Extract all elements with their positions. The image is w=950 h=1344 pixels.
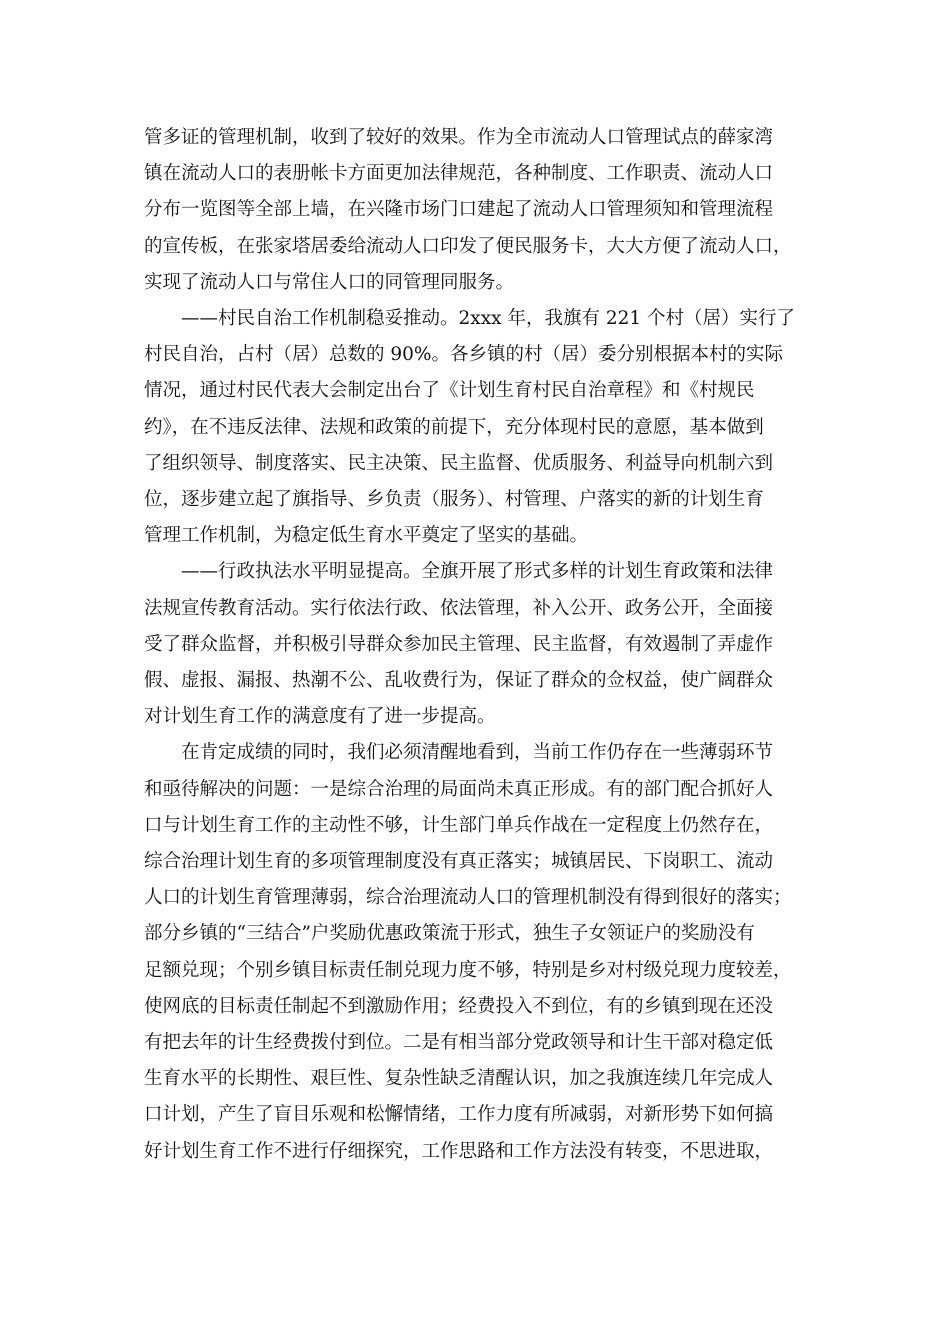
text-line: 了组织领导、制度落实、民主决策、民主监督、优质服务、利益导向机制六到 — [144, 452, 774, 474]
text-line: 使网底的目标责任制起不到激励作用；经费投入不到位，有的乡镇到现在还没 — [144, 995, 774, 1017]
text-line: 位，逐步建立起了旗指导、乡负责（服务）、村管理、户落实的新的计划生育 — [144, 489, 764, 510]
text-line: 受了群众监督，并积极引导群众参加民主管理、民主监督，有效遏制了弄虚作 — [144, 633, 774, 655]
text-line: 管多证的管理机制，收到了较好的效果。作为全市流动人口管理试点的薛家湾 — [144, 127, 774, 148]
text-line: 足额兑现；个别乡镇目标责任制兑现力度不够，特别是乡对村级兑现力度较差， — [144, 959, 792, 981]
text-line: 的宣传板，在张家塔居委给流动人口印发了便民服务卡，大大方便了流动人口， — [144, 235, 792, 257]
text-line: 人口的计划生育管理薄弱，综合治理流动人口的管理机制没有得到很好的落实； — [144, 887, 792, 909]
text-line: 部分乡镇的“三结合”户奖励优惠政策流于形式，独生子女领证户的奖励没有 — [144, 923, 755, 945]
text-line: 实现了流动人口与常住人口的同管理同服务。 — [144, 271, 515, 293]
text-line: 分布一览图等全部上墙，在兴隆市场门口建起了流动人口管理须知和管理流程 — [144, 199, 774, 221]
text-line: 约》，在不违反法律、法规和政策的前提下，充分体现村民的意愿，基本做到 — [144, 416, 764, 438]
text-line: 假、虚报、漏报、热潮不公、乱收费行为，保证了群众的佥权益，使广阔群众 — [144, 670, 774, 691]
text-line: 和亟待解决的问题：一是综合治理的局面尚未真正形成。有的部门配合抓好人 — [144, 778, 774, 800]
text-line: 村民自治，占村（居）总数的 90%。各乡镇的村（居）委分别根据本村的实际 — [144, 344, 784, 366]
text-line: 管理工作机制，为稳定低生育水平奠定了坚实的基础。 — [144, 525, 589, 547]
text-line: ——村民自治工作机制稳妥推动。2xxx 年，我旗有 221 个村（居）实行了 — [181, 308, 796, 329]
text-line: 口计划，产生了盲目乐观和松懈情绪，工作力度有所减弱，对新形势下如何搞 — [144, 1104, 774, 1126]
text-line: 有把去年的计生经费拨付到位。二是有相当部分党政领导和计生干部对稳定低 — [144, 1032, 774, 1053]
text-line: 法规宣传教育活动。实行依法行政、依法管理，补入公开、政务公开，全面接 — [144, 597, 774, 619]
text-line: 对计划生育工作的满意度有了进一步提高。 — [144, 706, 496, 728]
text-line: 生育水平的长期性、艰巨性、复杂性缺乏清醒认识，加之我旗连续几年完成人 — [144, 1068, 774, 1090]
text-line: 镇在流动人口的表册帐卡方面更加法律规范，各种制度、工作职责、流动人口 — [144, 163, 774, 185]
text-line: ——行政执法水平明显提高。全旗开展了形式多样的计划生育政策和法律 — [181, 561, 774, 583]
text-line: 综合治理计划生育的多项管理制度没有真正落实；城镇居民、下岗职工、流动 — [144, 851, 774, 872]
text-line: 情况，通过村民代表大会制定出台了《计划生育村民自治章程》和《村规民 — [144, 380, 755, 402]
text-line: 口与计划生育工作的主动性不够，计生部门单兵作战在一定程度上仍然存在， — [144, 814, 774, 836]
text-line: 好计划生育工作不进行仔细探究，工作思路和工作方法没有转变，不思进取， — [144, 1140, 774, 1162]
text-line: 在肯定成绩的同时，我们必须清醒地看到，当前工作仍存在一些薄弱环节 — [181, 742, 774, 764]
